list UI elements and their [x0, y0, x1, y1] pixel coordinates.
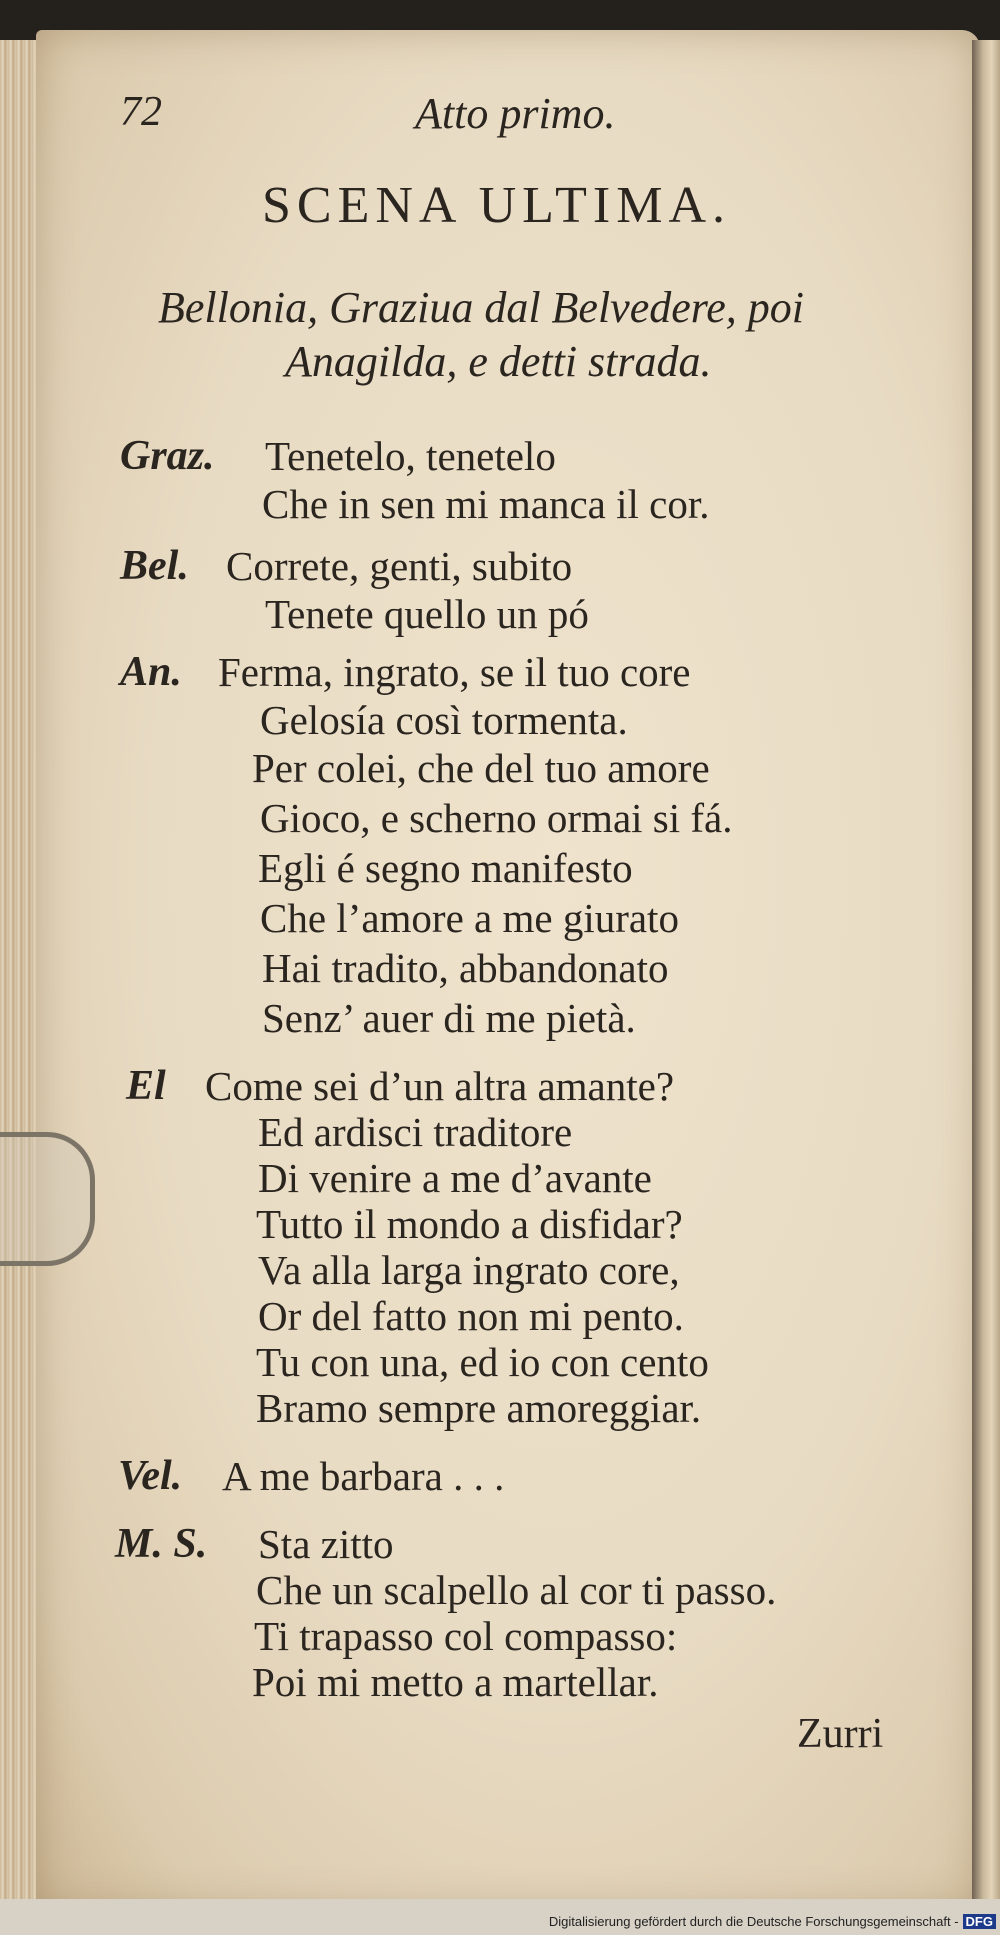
speaker-label: El: [126, 1063, 166, 1109]
scene-title: SCENA ULTIMA.: [262, 177, 732, 234]
speaker-label: Graz.: [120, 433, 215, 479]
verse-line: Gelosía così tormenta.: [260, 697, 628, 743]
verse-line: Tenetelo, tenetelo: [265, 433, 556, 479]
verse-line: Che l’amore a me giurato: [260, 895, 679, 941]
verse-line: Ferma, ingrato, se il tuo core: [218, 649, 691, 695]
speaker-label: M. S.: [115, 1521, 208, 1567]
page-number: 72: [120, 89, 162, 135]
verse-line: Ed ardisci traditore: [258, 1109, 573, 1155]
character-list-line-1: Bellonia, Graziua dal Belvedere, poi: [158, 283, 805, 332]
verse-line: Che in sen mi manca il cor.: [262, 481, 710, 527]
verse-line: Senz’ auer di me pietà.: [262, 995, 636, 1041]
speaker-label: An.: [120, 649, 182, 695]
verse-line: Bramo sempre amoreggiar.: [256, 1385, 702, 1431]
running-head: Atto primo.: [415, 89, 616, 138]
catchword: Zurri: [797, 1711, 884, 1757]
verse-line: Che un scalpello al cor ti passo.: [256, 1567, 777, 1613]
dfg-logo: DFG: [963, 1914, 996, 1929]
page-block-edge: [0, 40, 40, 1910]
verse-line: Va alla larga ingrato core,: [258, 1247, 680, 1293]
verse-line: A me barbara . . .: [222, 1453, 505, 1499]
verse-line: Tutto il mondo a disfidar?: [256, 1201, 683, 1247]
verse-line: Egli é segno manifesto: [258, 845, 633, 891]
verse-line: Gioco, e scherno ormai si fá.: [260, 795, 733, 841]
verse-line: Tu con una, ed io con cento: [256, 1339, 709, 1385]
speaker-label: Vel.: [118, 1453, 183, 1499]
next-leaf-edge: [972, 40, 1000, 1900]
character-list-line-2: Anagilda, e detti strada.: [285, 337, 712, 386]
credit-text: Digitalisierung gefördert durch die Deutsche Forschungsgemeinschaft -: [548, 1914, 959, 1929]
verse-line: Per colei, che del tuo amore: [252, 745, 710, 791]
page-clip: [0, 1132, 95, 1266]
verse-line: Poi mi metto a martellar.: [252, 1659, 659, 1705]
verse-line: Hai tradito, abbandonato: [262, 945, 669, 991]
verse-line: Come sei d’un altra amante?: [205, 1063, 675, 1109]
verse-line: Ti trapasso col compasso:: [254, 1613, 678, 1659]
verse-line: Sta zitto: [258, 1521, 394, 1567]
verse-line: Di venire a me d’avante: [258, 1155, 652, 1201]
verse-line: Or del fatto non mi pento.: [258, 1293, 684, 1339]
verse-line: Tenete quello un pó: [265, 591, 589, 637]
digitization-credit: [549, 1914, 996, 1929]
verse-line: Correte, genti, subito: [226, 543, 573, 589]
speaker-label: Bel.: [120, 543, 189, 589]
